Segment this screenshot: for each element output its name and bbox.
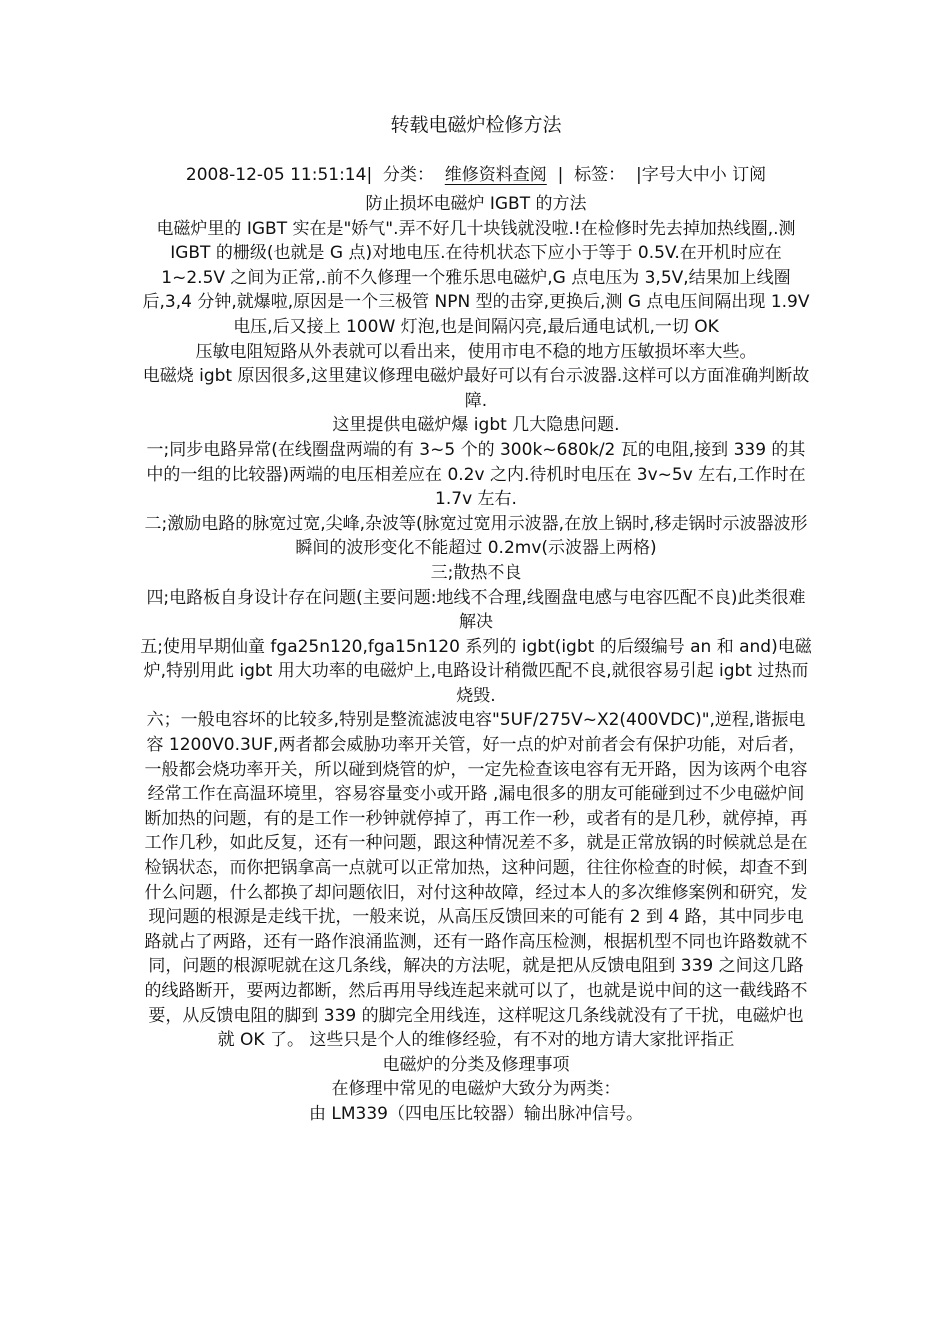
tags-label: 标签： bbox=[574, 165, 626, 185]
paragraph: 这里提供电磁炉爆 igbt 几大隐患问题. bbox=[332, 415, 620, 436]
article-meta bbox=[140, 158, 812, 192]
paragraph: 压敏电阻短路从外表就可以看出来，使用市电不稳的地方压敏损坏率大些。 bbox=[195, 341, 757, 362]
category-link[interactable]: 维修资料查阅 bbox=[444, 165, 547, 185]
list-item: 五;使用早期仙童 fga25n120,fga15n120 系列的 igbt(igbt 的后缀编号 an 和 and)电磁炉,特别用此 igbt 用大功率的电磁炉上,电路设计稍微匹配不良,就很容易引起 igbt 过热而烧毁. bbox=[140, 636, 812, 706]
article bbox=[140, 108, 812, 1127]
paragraph: 由 LM339（四电压比较器）输出脉冲信号。 bbox=[309, 1103, 643, 1124]
paragraph: 电磁烧 igbt 原因很多,这里建议修理电磁炉最好可以有台示波器.这样可以方面准确判断故障. bbox=[142, 366, 810, 411]
list-item: 一;同步电路异常(在线圈盘两端的有 3~5 个的 300k~680k/2 瓦的电阻,接到 339 的其中的一组的比较器)两端的电压相差应在 0.2v 之内.待机时电压在 3v~5v 左右,工作时在 1.7v 左右. bbox=[146, 439, 806, 510]
list-item: 二;激励电路的脉宽过宽,尖峰,杂波等(脉宽过宽用示波器,在放上锅时,移走锅时示波器波形瞬间的波形变化不能超过 0.2mv(示波器上两格) bbox=[144, 513, 808, 559]
paragraph: 在修理中常见的电磁炉大致分为两类： bbox=[331, 1079, 621, 1100]
article-title: 转载电磁炉检修方法 bbox=[390, 114, 562, 136]
section-heading: 防止损坏电磁炉 IGBT 的方法 bbox=[365, 194, 587, 214]
post-date: 2008-12-05 11:51:14| bbox=[185, 165, 373, 185]
category-label: 分类： bbox=[382, 165, 434, 185]
section-heading: 电磁炉的分类及修理事项 bbox=[382, 1054, 570, 1075]
list-item: 六；一般电容坏的比较多,特别是整流滤波电容"5UF/275V~X2(400VDC)",逆程,谐振电容 1200V0.3UF,两者都会威胁功率开关管，好一点的炉对前者会有保护功能，对后者，一般都会烧功率开关，所以碰到烧管的炉，一定先检查该电容有无开路，因为该两个电容经常工作在高温环境里，容易容量变小或开路 ,漏电很多的朋友可能碰到过不少电磁炉间断加热的问题，有的是工作一秒钟就停掉了，再工作一秒，或者有的是几秒，就停掉，再工作几秒，如此反复，还有一种问题，跟这种情况差不多，就是正常放锅的时候就总是在检锅状态，而你把锅拿高一点就可以正常加热，这种问题，往往你检查的时候，却查不到什么问题，什么都换了却问题依旧，对付这种故障，经过本人的多次维修案例和研究，发现问题的根源是走线干扰，一般来说，从高压反馈回来的可能有 2 到 4 路，其中同步电路就占了两路，还有一路作浪涌监测，还有一路作高压检测，根据机型不同也许路数就不同，问题的根源呢就在这几条线，解决的方法呢，就是把从反馈电阻到 339 之间这几路的线路断开，要两边都断，然后再用导线连起来就可以了，也就是说中间的这一截线路不要，从反馈电阻的脚到 339 的脚完全用线连，这样呢这几条线就没有了干扰，电磁炉也就 OK 了。 这些只是个人的维修经验，有不对的地方请大家批评指正 bbox=[144, 710, 808, 1051]
meta-separator: | bbox=[557, 165, 564, 185]
font-size-subscribe-links[interactable]: |字号大中小 订阅 bbox=[635, 165, 767, 185]
list-item: 三;散热不良 bbox=[430, 562, 522, 583]
list-item: 四;电路板自身设计存在问题(主要问题:地线不合理,线圈盘电感与电容匹配不良)此类很难解决 bbox=[146, 587, 806, 633]
paragraph: 电磁炉里的 IGBT 实在是"娇气".弄不好几十块钱就没啦.!在检修时先去掉加热线圈,.测 IGBT 的栅级(也就是 G 点)对地电压.在待机状态下应小于等于 0.5V.在开机时应在 1~2.5V 之间为正常,.前不久修理一个雅乐思电磁炉,G 点电压为 3,5V,结果加上线圈后,3,4 分钟,就爆啦,原因是一个三极管 NPN 型的击穿,更换后,测 G 点电压间隔出现 1.9V 电压,后又接上 100W 灯泡,也是间隔闪亮,最后通电试机,一切 OK bbox=[142, 218, 810, 337]
